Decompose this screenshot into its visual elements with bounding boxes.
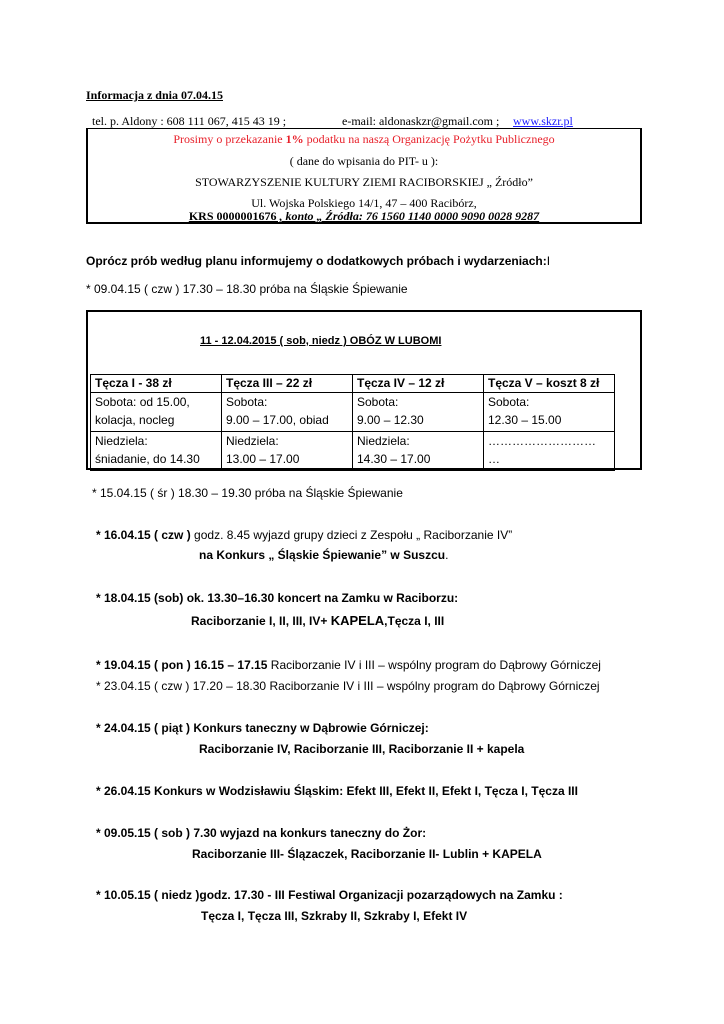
event-2404-line2: Raciborzanie IV, Raciborzanie III, Raciborzanie II + kapela	[199, 742, 525, 756]
sat-cell: Sobota: 9.00 – 17.00, obiad	[222, 393, 353, 432]
col-head-tecza-3: Tęcza III – 22 zł	[222, 375, 353, 393]
table-row	[91, 432, 615, 471]
pit-note: ( dane do wpisania do PIT- u ):	[289, 154, 439, 168]
event-1604: * 16.04.15 ( czw ) godz. 8.45 wyjazd grupy dzieci z Zespołu „ Raciborzanie IV”	[96, 528, 513, 542]
contact-phone: tel. p. Aldony : 608 111 067, 415 43 19 ;	[92, 114, 287, 128]
sun-cell: ……………………… …	[484, 432, 615, 471]
event-0905: * 09.05.15 ( sob ) 7.30 wyjazd na konkurs taneczny do Żor:	[96, 826, 427, 840]
krs-account: KRS 0000001676 , konto „ Źródła: 76 1560 1140 0000 9090 0028 9287	[188, 209, 540, 223]
event-0904: * 09.04.15 ( czw ) 17.30 – 18.30 próba na Śląskie Śpiewanie	[86, 282, 408, 296]
event-0905-line2: Raciborzanie III- Ślązaczek, Raciborzanie II- Lublin + KAPELA	[192, 847, 542, 861]
event-1904: * 19.04.15 ( pon ) 16.15 – 17.15 Raciborzanie IV i III – wspólny program do Dąbrowy Górniczej	[96, 658, 601, 672]
donation-appeal: Prosimy o przekazanie 1% podatku na naszą Organizację Pożytku Publicznego	[173, 132, 555, 146]
sun-cell: Niedziela: 14.30 – 17.00	[353, 432, 484, 471]
table-row	[91, 375, 615, 393]
website-link[interactable]: www.skzr.pl	[513, 114, 573, 128]
intro-text: Oprócz prób według planu informujemy o dodatkowych próbach i wydarzeniach:I	[86, 254, 551, 268]
org-address: Ul. Wojska Polskiego 14/1, 47 – 400 Racibórz,	[251, 196, 477, 210]
donation-box	[86, 128, 642, 224]
table-row	[91, 393, 615, 432]
sat-cell: Sobota: 12.30 – 15.00	[484, 393, 615, 432]
event-1005-line2: Tęcza I, Tęcza III, Szkraby II, Szkraby I, Efekt IV	[201, 909, 468, 923]
event-1804-line2: Raciborzanie I, II, III, IV+ KAPELA,Tęcza I, III	[191, 613, 445, 628]
col-head-tecza-4: Tęcza IV – 12 zł	[353, 375, 484, 393]
event-1804: * 18.04.15 (sob) ok. 13.30–16.30 koncert na Zamku w Raciborzu:	[96, 591, 459, 605]
camp-table	[90, 374, 615, 471]
sat-cell: Sobota: od 15.00, kolacja, nocleg	[91, 393, 222, 432]
col-head-tecza-1: Tęcza I - 38 zł	[91, 375, 222, 393]
col-head-tecza-5: Tęcza V – koszt 8 zł	[484, 375, 615, 393]
event-2604: * 26.04.15 Konkurs w Wodzisławiu Śląskim: Efekt III, Efekt II, Efekt I, Tęcza I, Tęcza III	[96, 784, 578, 798]
sun-cell: Niedziela: 13.00 – 17.00	[222, 432, 353, 471]
event-2304: * 23.04.15 ( czw ) 17.20 – 18.30 Raciborzanie IV i III – wspólny program do Dąbrowy Górniczej	[96, 679, 600, 693]
event-1604-line2: na Konkurs „ Śląskie Śpiewanie” w Suszcu.	[199, 548, 449, 562]
org-name: STOWARZYSZENIE KULTURY ZIEMI RACIBORSKIEJ „ Źródło”	[195, 175, 533, 189]
camp-title: 11 - 12.04.2015 ( sob, niedz ) OBÓZ W LUBOMI	[200, 335, 442, 347]
event-2404: * 24.04.15 ( piąt ) Konkurs taneczny w Dąbrowie Górniczej:	[96, 721, 429, 735]
sat-cell: Sobota: 9.00 – 12.30	[353, 393, 484, 432]
sun-cell: Niedziela: śniadanie, do 14.30	[91, 432, 222, 471]
event-1504: * 15.04.15 ( śr ) 18.30 – 19.30 próba na Śląskie Śpiewanie	[92, 486, 403, 500]
info-date: Informacja z dnia 07.04.15	[86, 88, 223, 102]
event-1005: * 10.05.15 ( niedz )godz. 17.30 - III Festiwal Organizacji pozarządowych na Zamku :	[96, 888, 563, 902]
contact-email: e-mail: aldonaskzr@gmail.com ;	[342, 114, 500, 128]
